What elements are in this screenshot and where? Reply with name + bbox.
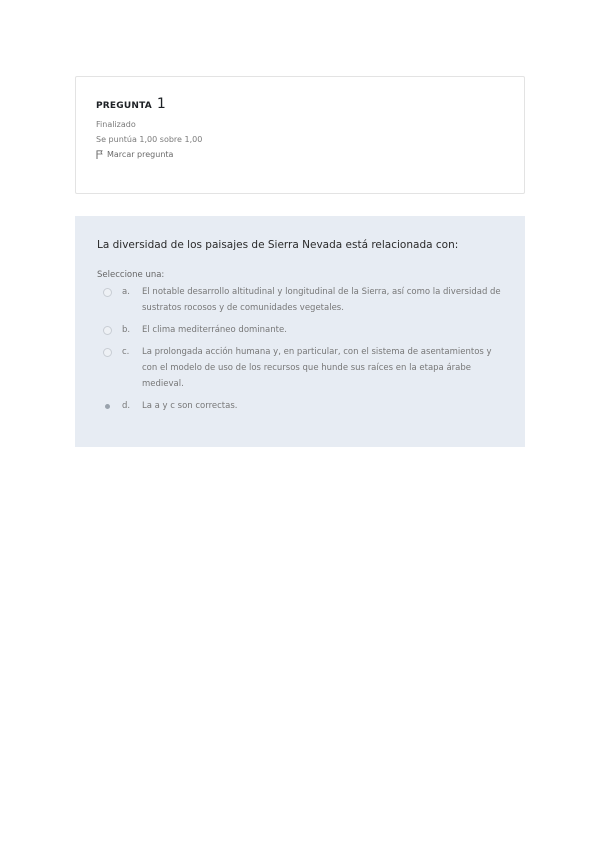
flag-question-link[interactable] (96, 150, 504, 159)
answer-option-a[interactable] (97, 284, 503, 316)
question-label: PREGUNTA (96, 101, 152, 111)
answer-text: La prolongada acción humana y, en particular, con el sistema de asentamientos y con el modelo de uso de los recursos que hunde sus raíces en la etapa árabe medieval. (142, 347, 492, 389)
question-score: Se puntúa 1,00 sobre 1,00 (96, 135, 203, 144)
answer-option-d[interactable] (97, 398, 503, 414)
answer-list (97, 284, 503, 414)
radio-icon[interactable] (103, 288, 112, 297)
answer-text: El clima mediterráneo dominante. (142, 325, 287, 335)
question-number: 1 (156, 96, 166, 112)
question-text: La diversidad de los paisajes de Sierra Nevada está relacionada con: (97, 239, 459, 251)
flag-icon (96, 150, 103, 159)
question-status: Finalizado (96, 120, 136, 129)
radio-icon[interactable] (105, 404, 110, 409)
answer-letter: a. (122, 287, 130, 297)
answer-letter: c. (122, 347, 130, 357)
flag-question-label: Marcar pregunta (107, 150, 174, 159)
answer-text: La a y c son correctas. (142, 401, 238, 411)
answer-letter: d. (122, 401, 131, 411)
radio-icon[interactable] (103, 326, 112, 335)
question-title (96, 96, 504, 112)
answer-letter: b. (122, 325, 131, 335)
answer-text: El notable desarrollo altitudinal y longitudinal de la Sierra, así como la diversidad de sustratos rocosos y de comunidades vegetales. (142, 287, 501, 313)
question-content-panel (75, 216, 525, 447)
question-info-panel (75, 76, 525, 194)
answer-prompt: Seleccione una: (97, 270, 165, 280)
answer-option-b[interactable] (97, 322, 503, 338)
answer-option-c[interactable] (97, 344, 503, 392)
radio-icon[interactable] (103, 348, 112, 357)
